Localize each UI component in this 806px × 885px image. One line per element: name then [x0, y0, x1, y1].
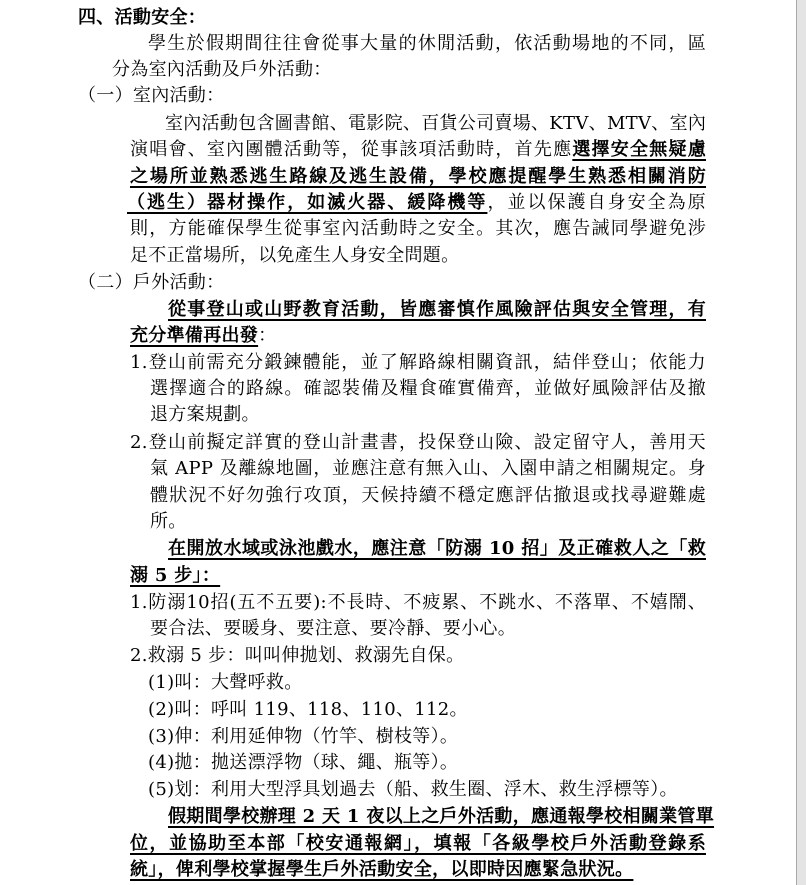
- rescue-step: (3)伸：利用延伸物（竹竿、樹枝等）。: [148, 726, 459, 747]
- indoor-line: [127, 190, 706, 216]
- intro-line: 學生於假期間往往會從事大量的休閒活動，依活動場地的不同，區: [148, 33, 706, 54]
- mountain-item-1: 選擇適合的路線。確認裝備及糧食確實備齊，並做好風險評估及撤: [150, 378, 706, 399]
- mountain-item-2: 2.登山前擬定詳實的登山計畫書，投保登山險、設定留守人，善用天: [130, 432, 706, 453]
- rescue-step: (5)划：利用大型浮具划過去（船、救生圈、浮木、救生浮標等）。: [148, 779, 678, 800]
- mountain-item-2: 體狀況不好勿強行攻頂，天候持續不穩定應評估撤退或找尋避難處: [150, 485, 706, 506]
- mountain-lead-emphasis: 從事登山或山野教育活動，皆應審慎作風險評估與安全管理，有: [168, 299, 706, 320]
- rescue-step: (1)叫：大聲呼救。: [148, 672, 303, 693]
- indoor-line: [130, 216, 706, 242]
- mountain-item-2: 所。: [150, 511, 187, 532]
- mountain-lead-line: [130, 323, 276, 349]
- reporting-line: [168, 804, 715, 830]
- mountain-lead-colon: ：: [258, 325, 277, 346]
- intro-line: 分為室內活動及戶外活動：: [112, 59, 332, 80]
- indoor-line: [165, 111, 706, 137]
- indoor-line: [130, 137, 706, 163]
- indoor-emphasis: 之場所並熟悉逃生路線及逃生設備，學校應提醒學生熟悉相關消防: [130, 166, 706, 187]
- indoor-text: 則，方能確保學生從事室內活動時之安全。其次，應告誡同學避免涉: [130, 218, 706, 239]
- mountain-item-1: 1.登山前需充分鍛鍊體能，並了解路線相關資訊，結伴登山；依能力: [130, 352, 706, 373]
- indoor-text: 室內活動包含圖書館、電影院、百貨公司賣場、KTV、MTV、室內: [165, 113, 707, 134]
- page-edge: [796, 0, 806, 885]
- reporting-emphasis: 假期間學校辦理 2 天 1 夜以上之戶外活動，應通報學校相關業管單: [168, 806, 715, 827]
- indoor-line: [130, 164, 706, 190]
- water-lead-line: [168, 536, 706, 562]
- water-item-1: 要合法、要暖身、要注意、要冷靜、要小心。: [150, 618, 516, 639]
- indoor-text: 演唱會、室內團體活動等，從事該項活動時，首先應: [130, 139, 573, 160]
- rescue-step: (2)叫：呼叫 119、118、110、112。: [148, 699, 468, 720]
- indoor-title: （一）室內活動：: [78, 85, 225, 106]
- mountain-item-1: 退方案規劃。: [150, 404, 260, 425]
- indoor-emphasis: （逃生）器材操作，如滅火器、緩降機等: [127, 192, 488, 213]
- rescue-step: (4)拋：拋送漂浮物（球、繩、瓶等）。: [148, 752, 459, 773]
- water-lead-line: [130, 563, 220, 589]
- indoor-text: 足不正當場所，以免產生人身安全問題。: [130, 245, 460, 266]
- mountain-item-2: 氣 APP 及離線地圖，並應注意有無入山、入園申請之相關規定。身: [150, 458, 706, 479]
- indoor-emphasis: 選擇安全無疑慮: [572, 139, 706, 160]
- water-lead-emphasis: 在開放水域或泳池戲水，應注意「防溺 10 招」及正確救人之「救: [168, 538, 706, 559]
- indoor-text: ，並以保護自身安全為原: [487, 192, 706, 213]
- mountain-lead-line: [168, 297, 706, 323]
- indoor-line: [130, 243, 459, 269]
- mountain-lead-emphasis: 充分準備再出發: [130, 325, 259, 346]
- water-item-2: 2.救溺 5 步：叫叫伸拋划、救溺先自保。: [130, 645, 465, 666]
- reporting-line: [130, 831, 706, 857]
- reporting-line: [130, 857, 633, 883]
- reporting-emphasis: 位，並協助至本部「校安通報網」，填報「各級學校戶外活動登錄系: [130, 833, 706, 854]
- water-lead-emphasis: 溺 5 步」：: [130, 565, 221, 586]
- outdoor-title: （二）戶外活動：: [78, 272, 225, 293]
- water-item-1: 1.防溺10招(五不五要):不長時、不疲累、不跳水、不落單、不嬉鬧、: [130, 592, 706, 613]
- reporting-emphasis: 統」，俾利學校掌握學生戶外活動安全，以即時因應緊急狀況。: [130, 859, 634, 880]
- section-heading: 四、活動安全：: [78, 7, 207, 28]
